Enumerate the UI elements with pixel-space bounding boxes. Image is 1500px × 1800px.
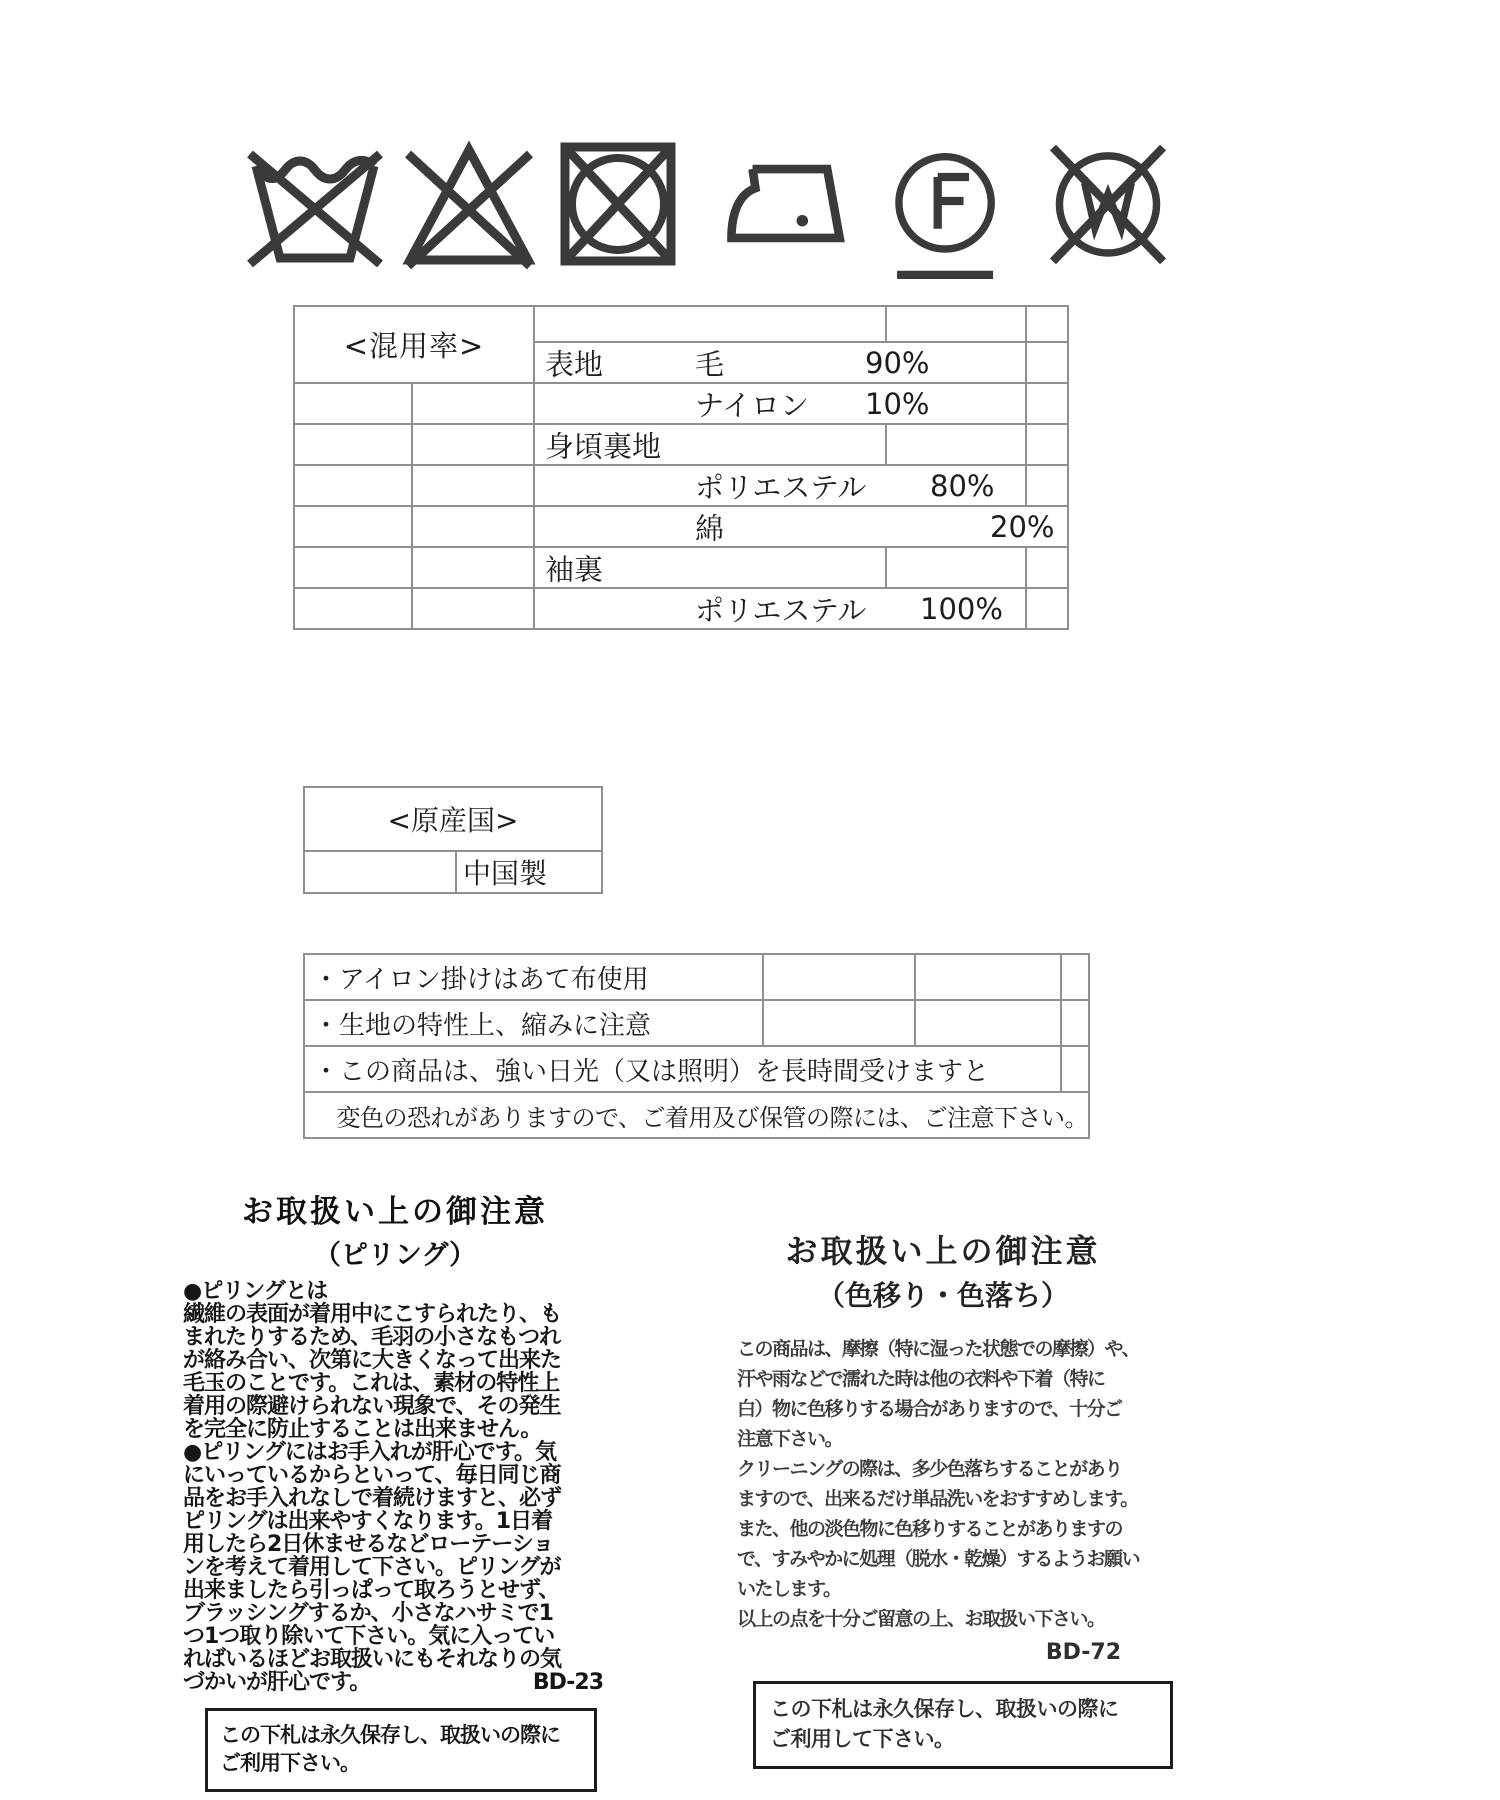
body-line: ブラッシングするか、小さなハサミで1 — [183, 1601, 553, 1626]
fiber-label: 毛 — [695, 347, 725, 381]
fiber-label: ポリエステル — [695, 593, 867, 627]
body-line: ればいるほどお取扱いにもそれなりの気 — [183, 1647, 562, 1672]
empty-cell — [1026, 424, 1068, 465]
empty-cell — [886, 424, 1026, 465]
body-line: 白）物に色移りする場合がありますので、十分ご — [737, 1398, 1122, 1420]
dry-clean-f-icon — [886, 138, 1006, 288]
body-line: いたします。 — [737, 1578, 841, 1600]
empty-cell — [412, 465, 534, 506]
part-label: 表地 — [545, 347, 604, 381]
body-line: ●ピリングにはお手入れが肝心です。気 — [183, 1440, 556, 1465]
empty-cell — [294, 383, 412, 424]
care-symbols-row — [240, 138, 1184, 288]
note-line: ・アイロン掛けはあて布使用 — [304, 954, 763, 1000]
empty-cell — [1026, 465, 1068, 506]
empty-cell — [294, 465, 412, 506]
body-line: 着用の際避けられない現象で、その発生 — [183, 1394, 561, 1419]
pct-value: 100% — [920, 591, 1003, 626]
part-label: 身頃裏地 — [545, 429, 662, 463]
empty-cell — [1061, 1000, 1089, 1046]
empty-cell — [1026, 383, 1068, 424]
body-line: 用したら2日休ませるなどローテーショ — [183, 1532, 554, 1557]
notice-body — [737, 1334, 1149, 1634]
body-line: 品をお手入れなしで着続けますと、必ず — [183, 1486, 562, 1511]
body-line: 繊維の表面が着用中にこすられたり、も — [183, 1302, 562, 1327]
keep-tag-line: ご利用下さい。 — [220, 1751, 360, 1775]
keep-tag-box — [753, 1681, 1173, 1769]
empty-cell — [294, 547, 412, 588]
notice-subtitle: （色移り・色落ち） — [816, 1279, 1069, 1312]
notice-subtitle: （ピリング） — [313, 1240, 477, 1271]
empty-cell — [534, 306, 886, 342]
body-line: ますので、出来るだけ単品洗いをおすすめします。 — [737, 1488, 1138, 1510]
pct-value: 20% — [990, 509, 1055, 544]
body-line: つ1つ取り除いて下さい。気に入ってい — [183, 1624, 555, 1649]
notice-body — [183, 1280, 607, 1694]
empty-cell — [412, 424, 534, 465]
fiber-label: ポリエステル — [695, 470, 867, 504]
body-line: で、すみやかに処理（脱水・乾燥）するようお願い — [737, 1548, 1140, 1570]
body-line: ンを考えて着用して下さい。ピリングが — [183, 1555, 561, 1580]
empty-cell — [294, 506, 412, 547]
composition-row-outer — [534, 342, 1026, 383]
composition-row-cotton — [534, 506, 1068, 547]
composition-row-poly100 — [534, 588, 1026, 629]
body-line: 汗や雨などで濡れた時は他の衣料や下着（特に — [737, 1368, 1105, 1390]
pct-value: 80% — [930, 468, 995, 503]
notice-title: お取扱い上の御注意 — [242, 1194, 548, 1230]
body-line: また、他の淡色物に色移りすることがありますの — [737, 1518, 1123, 1540]
care-notice-pilling — [183, 1186, 607, 1792]
do-not-wet-clean-icon — [1038, 138, 1178, 269]
body-line: クリーニングの際は、多少色落ちすることがあり — [737, 1458, 1122, 1480]
composition-row-body-lining — [534, 424, 886, 465]
empty-cell — [886, 547, 1026, 588]
pct-value: 10% — [865, 386, 930, 421]
tag-code: BD-72 — [1045, 1640, 1121, 1665]
empty-cell — [294, 424, 412, 465]
note-line: 変色の恐れがありますので、ご着用及び保管の際には、ご注意下さい。 — [304, 1092, 1089, 1138]
body-line: この商品は、摩擦（特に湿った状態での摩擦）や、 — [737, 1338, 1140, 1360]
tag-code: BD-23 — [532, 1670, 603, 1695]
body-line: づかいが肝心です。 — [183, 1670, 371, 1695]
composition-label: <混用率> — [294, 306, 534, 383]
empty-cell — [412, 547, 534, 588]
care-notice-color-transfer — [737, 1226, 1149, 1769]
origin-table — [303, 786, 603, 894]
body-line: にいっているからといって、毎日同じ商 — [183, 1463, 561, 1488]
empty-cell — [1026, 547, 1068, 588]
do-not-wash-icon — [240, 138, 390, 270]
body-last-line — [183, 1671, 607, 1694]
body-line: が絡み合い、次第に大きくなって出来た — [183, 1348, 562, 1373]
do-not-tumble-dry-icon — [548, 138, 688, 270]
fiber-label: 綿 — [695, 511, 725, 545]
fiber-label: ナイロン — [695, 388, 809, 422]
keep-tag-line: この下札は永久保存し、取扱いの際に — [220, 1723, 560, 1747]
body-line: まれたりするため、毛羽の小さなもつれ — [183, 1325, 561, 1350]
empty-cell — [1026, 342, 1068, 383]
body-line: 以上の点を十分ご留意の上、お取扱い下さい。 — [737, 1608, 1105, 1630]
empty-cell — [1061, 954, 1089, 1000]
empty-cell — [1026, 306, 1068, 342]
origin-value: 中国製 — [456, 851, 602, 893]
composition-table — [293, 305, 1069, 630]
do-not-bleach-icon — [396, 138, 542, 270]
body-line: ピリングは出来やすくなります。1日着 — [183, 1509, 553, 1534]
part-label: 袖裏 — [545, 552, 604, 586]
origin-label: <原産国> — [304, 787, 602, 851]
body-line: を完全に防止することは出来ません。 — [183, 1417, 542, 1442]
empty-cell — [763, 1000, 915, 1046]
composition-row-poly80 — [534, 465, 1026, 506]
empty-cell — [304, 851, 456, 893]
keep-tag-line: この下札は永久保存し、取扱いの際に — [770, 1697, 1119, 1721]
empty-cell — [1061, 1046, 1089, 1092]
keep-tag-box — [205, 1708, 597, 1792]
note-line: ・生地の特性上、縮みに注意 — [304, 1000, 763, 1046]
notes-table — [303, 953, 1090, 1139]
empty-cell — [915, 954, 1061, 1000]
empty-cell — [1026, 588, 1068, 629]
body-line: 出来ましたら引っぱって取ろうとせず、 — [183, 1578, 560, 1603]
empty-cell — [412, 588, 534, 629]
body-line: ●ピリングとは — [183, 1279, 328, 1304]
composition-row-sleeve-lining — [534, 547, 886, 588]
empty-cell — [412, 506, 534, 547]
composition-row-nylon — [534, 383, 1026, 424]
empty-cell — [412, 383, 534, 424]
body-line: 注意下さい。 — [737, 1428, 843, 1450]
iron-low-heat-icon — [720, 138, 854, 268]
notice-title: お取扱い上の御注意 — [785, 1232, 1101, 1270]
empty-cell — [294, 588, 412, 629]
empty-cell — [763, 954, 915, 1000]
keep-tag-line: ご利用して下さい。 — [770, 1727, 955, 1751]
body-line: 毛玉のことです。これは、素材の特性上 — [183, 1371, 560, 1396]
empty-cell — [915, 1000, 1061, 1046]
note-line: ・この商品は、強い日光（又は照明）を長時間受けますと — [304, 1046, 1061, 1092]
empty-cell — [886, 306, 1026, 342]
pct-value: 90% — [865, 345, 930, 380]
